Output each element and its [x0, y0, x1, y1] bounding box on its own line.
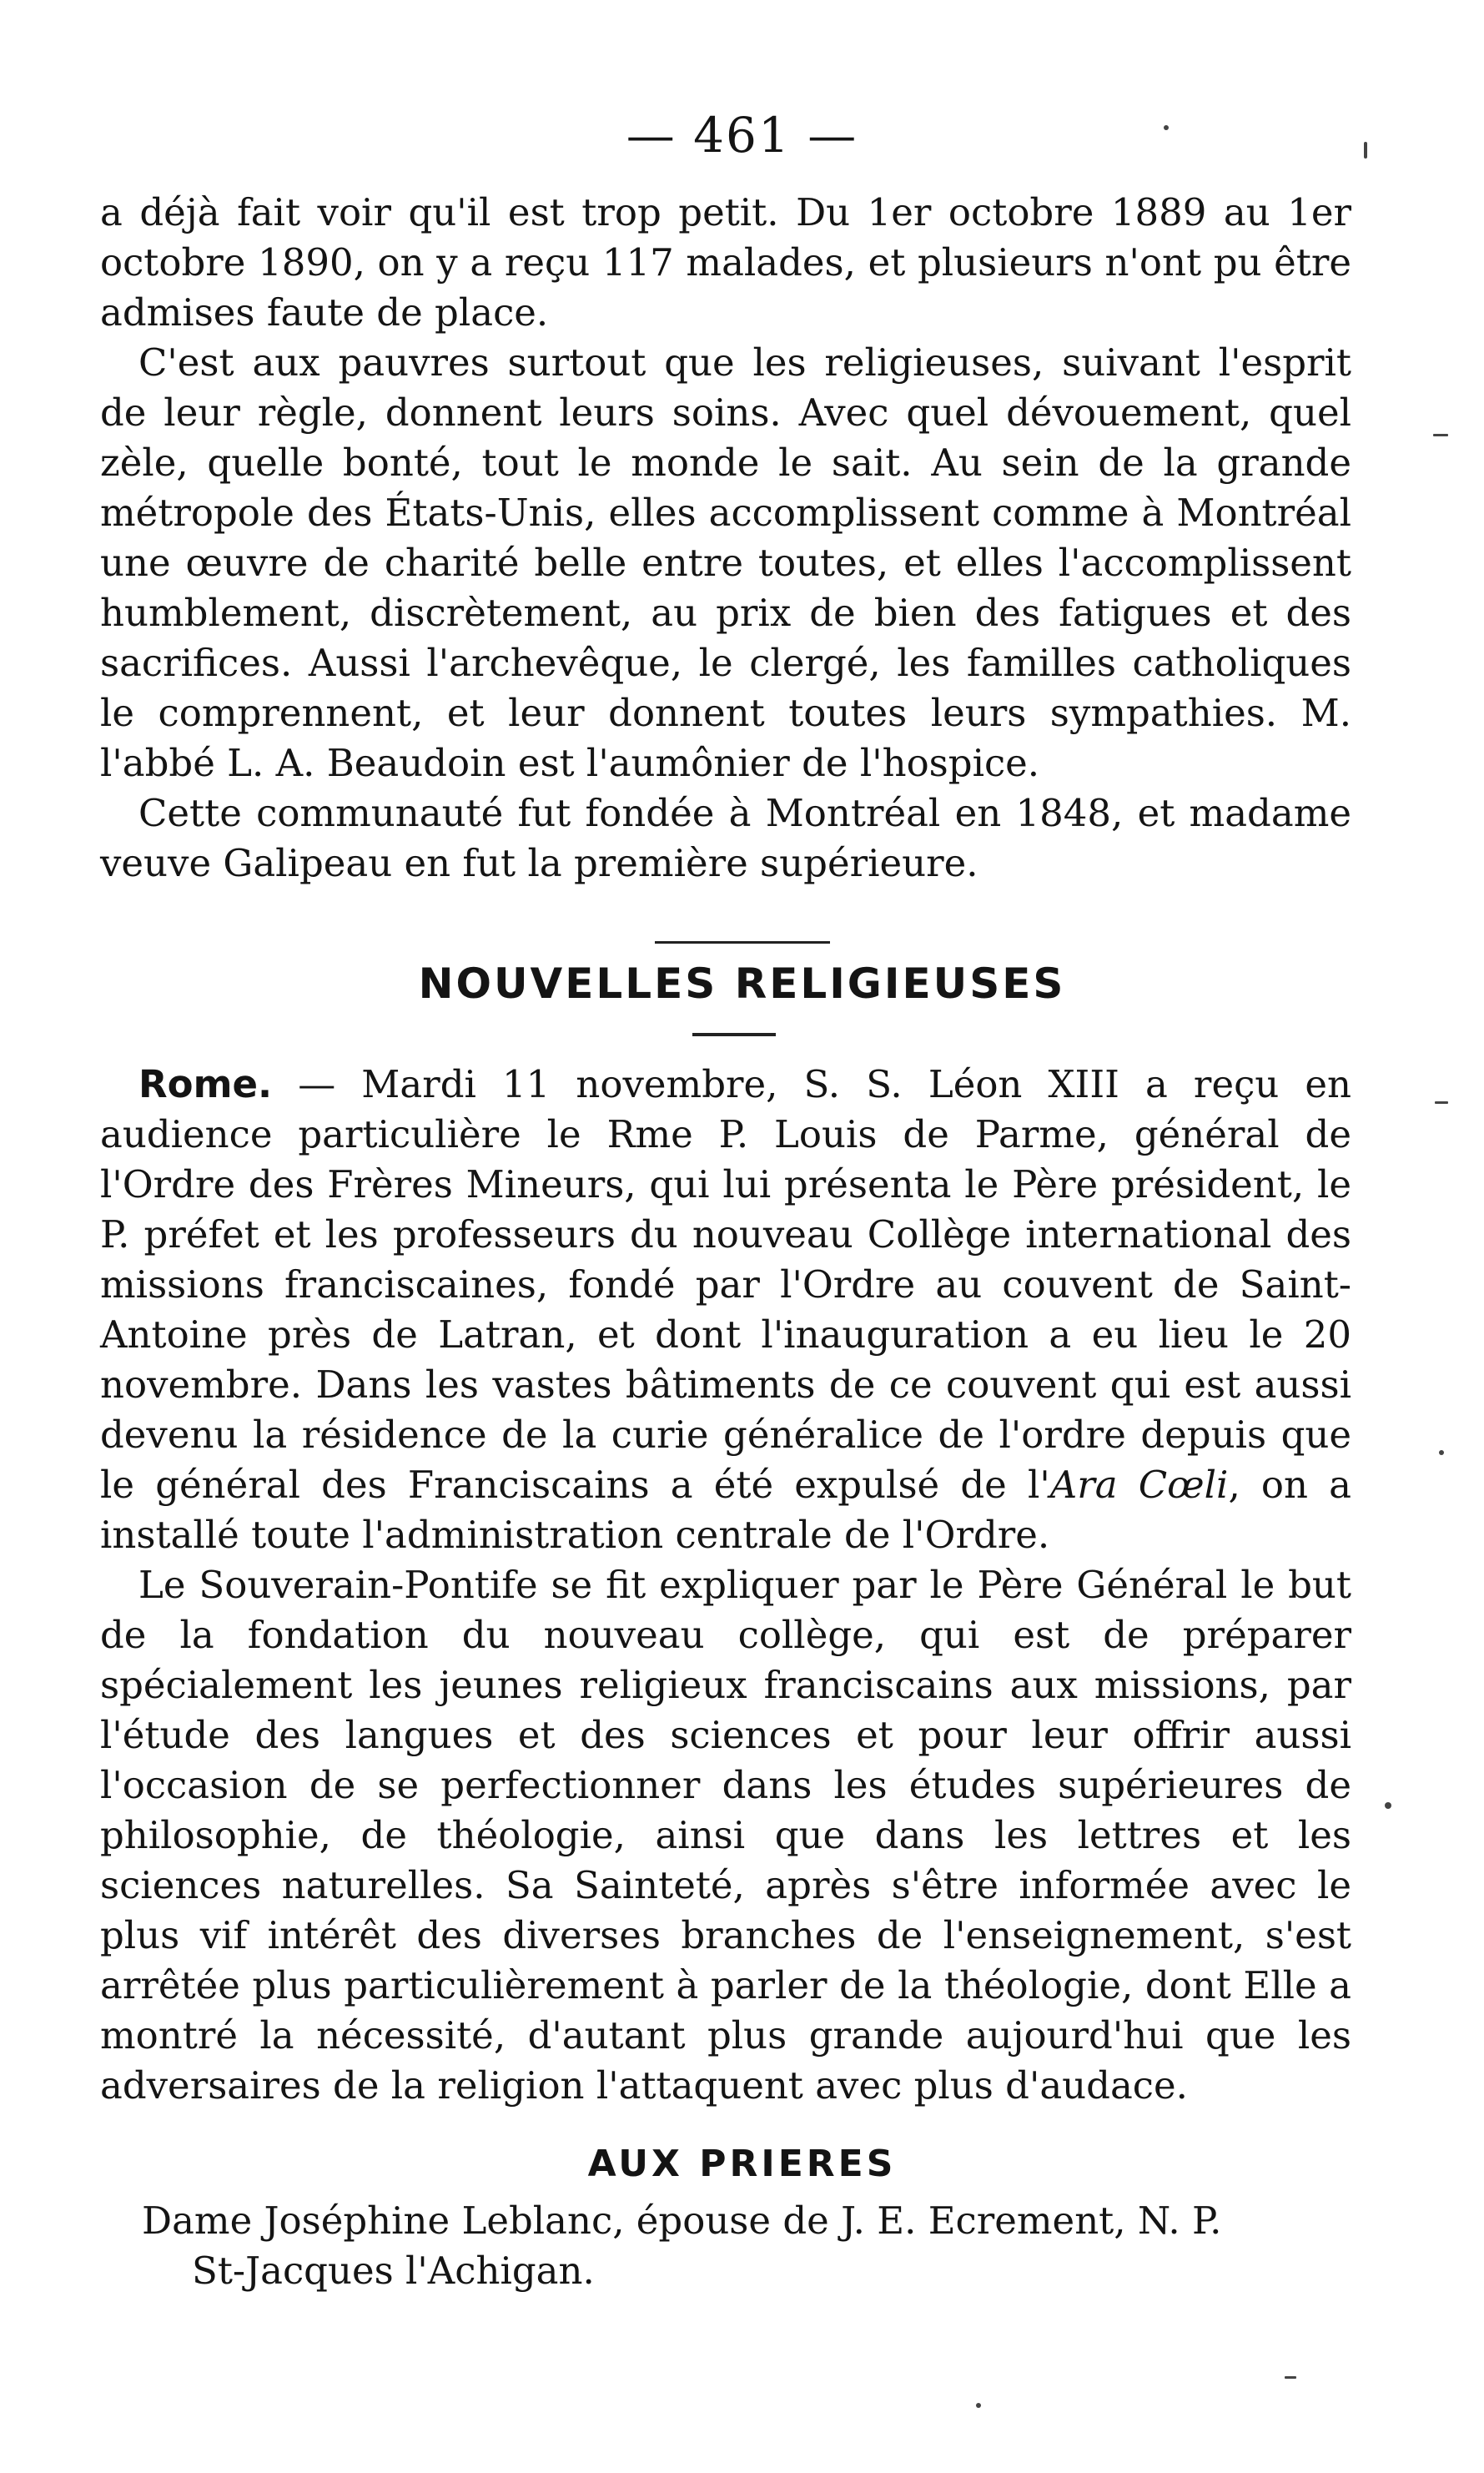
intro-text — [100, 188, 1351, 889]
prayers-heading: AUX PRIERES — [587, 2143, 897, 2185]
section-paragraph-2: Le Souverain-Pontife se fit expliquer par le Père Général le but de la fondation du nouveau collège, qui est de préparer spécialement les jeunes religieux franciscains aux missions, par l'étude des langues et des sciences et pour leur offrir aussi l'occasion de se perfectionner dans les études supérieures de philosophie, de théologie, ainsi que dans les lettres et les sciences naturelles. Sa Sainteté, après s'être informée avec le plus vif intérêt des diverses branches de l'enseignement, s'est arrêtée plus particulièrement à parler de la théologie, dont Elle a montré la nécessité, d'autant plus grande aujourd'hui que les adversaires de la religion l'attaquent avec plus d'audace. — [100, 1563, 1351, 2108]
prayers-notice — [142, 2196, 1310, 2296]
section-paragraph-1-end: , on a installé toute l'administration centrale de l'Ordre. — [100, 1463, 1351, 1557]
print-speck — [1435, 1101, 1448, 1104]
prayers-line-2: St-Jacques l'Achigan. — [192, 2249, 595, 2293]
intro-paragraph-3: Cette communauté fut fondée à Montréal en 1848, et madame veuve Galipeau en fut la première supérieure. — [100, 791, 1351, 885]
print-speck — [976, 2403, 981, 2408]
intro-paragraph-1: a déjà fait voir qu'il est trop petit. Du 1er octobre 1889 au 1er octobre 1890, on y a reçu 117 malades, et plusieurs n'ont pu être admises faute de place. — [100, 190, 1351, 335]
print-speck — [1285, 2376, 1296, 2379]
print-speck — [1364, 142, 1367, 159]
page-number: — 461 — — [626, 107, 858, 164]
section-heading: NOUVELLES RELIGIEUSES — [418, 959, 1066, 1008]
print-speck — [1439, 1450, 1444, 1455]
section-text — [100, 1060, 1351, 2111]
print-speck — [1164, 125, 1169, 130]
dateline: Rome. — [138, 1062, 273, 1106]
section-paragraph-1-body: — Mardi 11 novembre, S. S. Léon XIII a reçu en audience particulière le Rme P. Louis de Parme, général de l'Ordre des Frères Mineurs, qui lui présenta le Père président, le P. préfet et les professeurs du nouveau Collège international des missions franciscaines, fondé par l'Ordre au couvent de Saint-Antoine près de Latran, et dont l'inauguration a eu lieu le 20 novembre. Dans les vastes bâtiments de ce couvent qui est aussi devenu la résidence de la curie généralice de l'ordre depuis que le général des Franciscains a été expulsé de l' — [100, 1062, 1351, 1507]
section-paragraph-1 — [100, 1060, 1351, 1560]
separator-rule-top — [655, 941, 830, 944]
print-speck — [1433, 434, 1448, 436]
intro-paragraph-2: C'est aux pauvres surtout que les religieuses, suivant l'esprit de leur règle, donnent leurs soins. Avec quel dévouement, quel zèle, quelle bonté, tout le monde le sait. Au sein de la grande métropole des États-Unis, elles accomplissent comme à Montréal une œuvre de charité belle entre toutes, et elles l'accomplissent humblement, discrètement, au prix de bien des fatigues et des sacrifices. Aussi l'archevêque, le clergé, les familles catholiques le comprennent, et leur donnent toutes leurs sympathies. M. l'abbé L. A. Beaudoin est l'aumônier de l'hospice. — [100, 340, 1351, 785]
italic-place-name: Ara Cœli — [1049, 1463, 1229, 1507]
separator-rule-heading — [692, 1033, 776, 1036]
prayers-line-1: Dame Joséphine Leblanc, épouse de J. E. Ecrement, N. P. — [142, 2199, 1222, 2243]
print-speck — [1385, 1802, 1391, 1809]
